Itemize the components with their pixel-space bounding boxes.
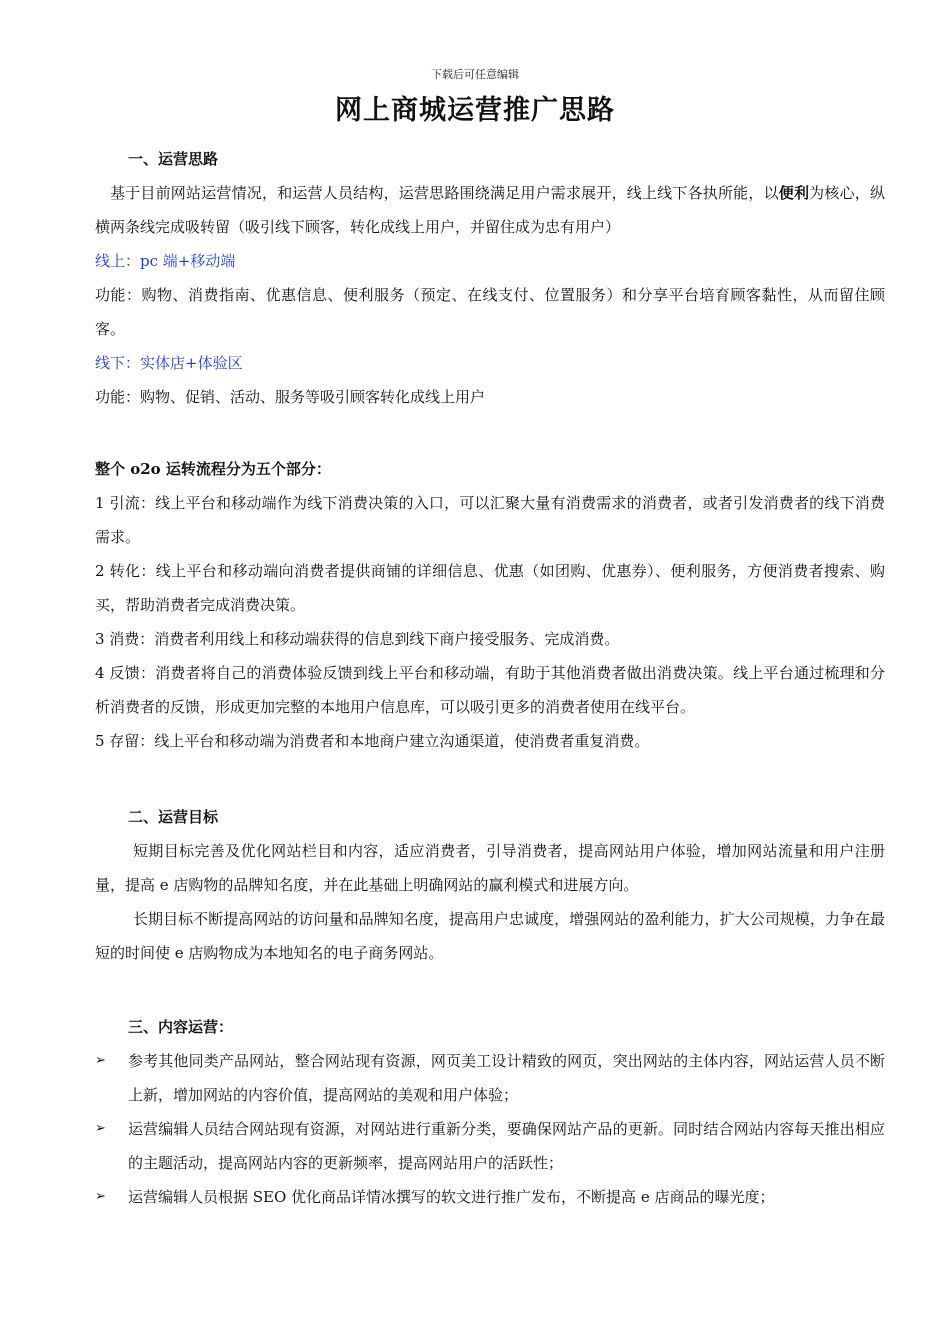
bullet-item	[95, 1180, 885, 1214]
section-content-operation	[95, 1010, 885, 1214]
section-heading: 三、内容运营：	[128, 1018, 234, 1036]
section-operation-ideas	[95, 142, 885, 414]
intro-bold-text: 便利	[778, 184, 810, 202]
o2o-item: 4 反馈：消费者将自己的消费体验反馈到线上平台和移动端，有助于其他消费者做出消费决策。线上平台通过梳理和分析消费者的反馈，形成更加完整的本地用户信息库，可以吸引更多的消费者使用在线平台。	[95, 664, 885, 716]
section-o2o-flow	[95, 452, 885, 758]
bullet-text: 运营编辑人员根据 SEO 优化商品详情冰撰写的软文进行推广发布，不断提高 e 店商品的曝光度；	[128, 1188, 775, 1206]
bullet-text: 运营编辑人员结合网站现有资源，对网站进行重新分类，要确保网站产品的更新。同时结合网站内容每天推出相应的主题活动，提高网站内容的更新频率，提高网站用户的活跃性；	[128, 1120, 885, 1172]
long-term-goal: 长期目标不断提高网站的访问量和品牌知名度，提高用户忠诚度，增强网站的盈利能力，扩大公司规模，力争在最短的时间使 e 店购物成为本地知名的电子商务网站。	[95, 910, 885, 962]
o2o-item: 1 引流：线上平台和移动端作为线下消费决策的入口，可以汇聚大量有消费需求的消费者，或者引发消费者的线下消费需求。	[95, 494, 885, 546]
section-heading: 二、运营目标	[128, 808, 219, 826]
page-title: 网上商城运营推广思路	[335, 95, 615, 126]
bullet-text: 参考其他同类产品网站，整合网站现有资源，网页美工设计精致的网页，突出网站的主体内容，网站运营人员不断上新，增加网站的内容价值，提高网站的美观和用户体验；	[128, 1052, 885, 1104]
offline-label: 线下：实体店+体验区	[95, 354, 243, 372]
intro-paragraph	[95, 176, 885, 244]
intro-text-end: 为核心，纵横两条线完成吸转留（吸引线下顾客，转化成线上用户，并留住成为忠有用户）	[95, 184, 885, 236]
arrow-bullet-icon: ➢	[95, 1189, 106, 1204]
o2o-item: 2 转化：线上平台和移动端向消费者提供商铺的详细信息、优惠（如团购、优惠券）、便利服务，方便消费者搜索、购买，帮助消费者完成消费决策。	[95, 562, 885, 614]
online-label: 线上：pc 端+移动端	[95, 252, 236, 270]
o2o-item: 5 存留：线上平台和移动端为消费者和本地商户建立沟通渠道，使消费者重复消费。	[95, 732, 650, 750]
bullet-item	[95, 1112, 885, 1180]
arrow-bullet-icon: ➢	[95, 1053, 106, 1068]
offline-function: 功能：购物、促销、活动、服务等吸引顾客转化成线上用户	[95, 388, 486, 406]
section-operation-goals	[95, 800, 885, 970]
o2o-heading: 整个 o2o 运转流程分为五个部分：	[95, 460, 331, 478]
bullet-item	[95, 1044, 885, 1112]
short-term-goal: 短期目标完善及优化网站栏目和内容，适应消费者，引导消费者，提高网站用户体验，增加网站流量和用户注册量，提高 e 店购物的品牌知名度，并在此基础上明确网站的赢利模式和进展方向。	[95, 842, 885, 894]
intro-text: 基于目前网站运营情况，和运营人员结构，运营思路围绕满足用户需求展开，线上线下各执所能，以	[110, 184, 779, 202]
section-heading: 一、运营思路	[128, 150, 219, 168]
arrow-bullet-icon: ➢	[95, 1121, 106, 1136]
o2o-item: 3 消费：消费者利用线上和移动端获得的信息到线下商户接受服务、完成消费。	[95, 630, 620, 648]
header-note: 下载后可任意编辑	[431, 68, 519, 81]
online-function: 功能：购物、消费指南、优惠信息、便利服务（预定、在线支付、位置服务）和分享平台培育顾客黏性，从而留住顾客。	[95, 286, 885, 338]
